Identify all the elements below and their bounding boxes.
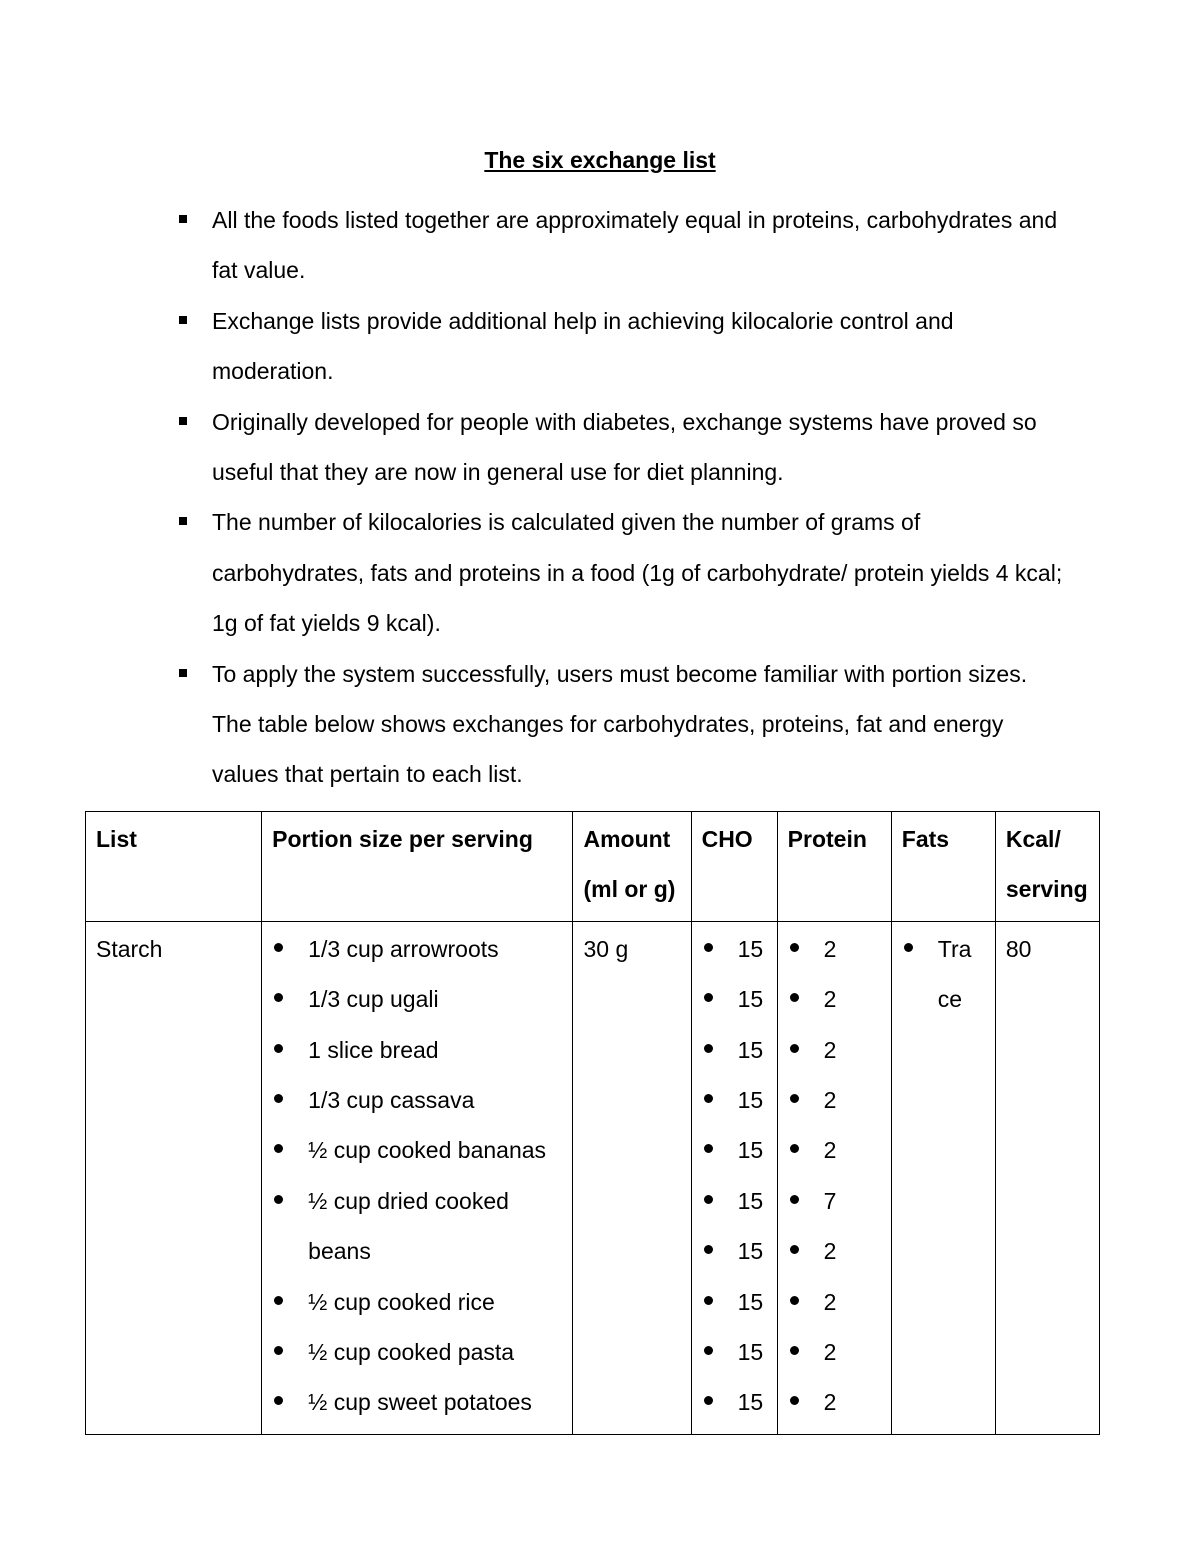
header-kcal: Kcal/ serving — [995, 812, 1099, 922]
protein-item: 2 — [788, 924, 881, 974]
exchange-table — [85, 811, 1100, 1435]
cell-fats — [891, 921, 995, 1434]
bullet-icon — [704, 993, 713, 1002]
bullet-icon — [790, 943, 799, 952]
bullet-icon — [274, 1094, 283, 1103]
portion-item: 1 slice bread — [272, 1025, 562, 1075]
bullet-text: All the foods listed together are approximately equal in proteins, carbohydrates and fat value. — [212, 207, 1058, 284]
bullet-item — [0, 296, 1072, 397]
cho-item: 15 — [702, 1176, 767, 1226]
page-title: The six exchange list — [484, 147, 716, 173]
bullet-icon — [274, 1044, 283, 1053]
square-bullet-icon — [179, 316, 187, 324]
portion-item: 1/3 cup cassava — [272, 1075, 562, 1125]
cho-item: 15 — [702, 1025, 767, 1075]
square-bullet-icon — [179, 669, 187, 677]
header-portion: Portion size per serving — [262, 812, 573, 922]
protein-item: 2 — [788, 1125, 881, 1175]
cell-portions — [262, 921, 573, 1434]
bullet-icon — [790, 1396, 799, 1405]
fats-item: Trace — [902, 924, 978, 1025]
bullet-text: The number of kilocalories is calculated given the number of grams of carbohydrates, fats and proteins in a food (1g of carbohydrate/ protein yields 4 kcal; 1g of fat yields 9 kcal). — [212, 509, 1063, 637]
bullet-icon — [274, 993, 283, 1002]
portion-list — [272, 924, 562, 1428]
bullet-icon — [274, 943, 283, 952]
bullet-icon — [274, 1195, 283, 1204]
bullet-item — [0, 397, 1072, 498]
cho-item: 15 — [702, 1277, 767, 1327]
cho-item: 15 — [702, 1125, 767, 1175]
cho-item: 15 — [702, 924, 767, 974]
bullet-text: To apply the system successfully, users must become familiar with portion sizes. The table below shows exchanges for carbohydrates, proteins, fat and energy values that pertain to each list. — [212, 660, 1028, 788]
bullet-item — [0, 649, 1072, 800]
cho-item: 15 — [702, 1075, 767, 1125]
bullet-icon — [790, 1044, 799, 1053]
bullet-item — [0, 195, 1072, 296]
cho-item: 15 — [702, 1377, 767, 1427]
bullet-icon — [704, 1296, 713, 1305]
bullet-icon — [790, 1144, 799, 1153]
bullet-icon — [274, 1144, 283, 1153]
portion-item: ½ cup cooked rice — [272, 1277, 562, 1327]
cho-item: 15 — [702, 1226, 767, 1276]
protein-item: 2 — [788, 1327, 881, 1377]
portion-item: 1/3 cup arrowroots — [272, 924, 562, 974]
square-bullet-icon — [179, 215, 187, 223]
protein-item: 7 — [788, 1176, 881, 1226]
header-amount: Amount (ml or g) — [573, 812, 691, 922]
cell-list-name: Starch — [86, 921, 262, 1434]
bullet-icon — [704, 1346, 713, 1355]
bullet-icon — [790, 1245, 799, 1254]
bullet-item — [0, 497, 1072, 648]
bullet-icon — [274, 1296, 283, 1305]
portion-item: ½ cup dried cooked beans — [272, 1176, 562, 1277]
cell-kcal: 80 — [995, 921, 1099, 1434]
header-protein: Protein — [777, 812, 891, 922]
bullet-text: Exchange lists provide additional help in achieving kilocalorie control and moderation. — [212, 307, 954, 385]
portion-item: ½ cup cooked pasta — [272, 1327, 562, 1377]
bullet-icon — [704, 1195, 713, 1204]
bullet-icon — [704, 1396, 713, 1405]
protein-item: 2 — [788, 974, 881, 1024]
portion-item: 1/3 cup ugali — [272, 974, 562, 1024]
protein-list — [788, 924, 881, 1428]
bullet-icon — [704, 943, 713, 952]
protein-item: 2 — [788, 1277, 881, 1327]
cho-list — [702, 924, 767, 1428]
bullet-icon — [790, 1296, 799, 1305]
bullet-icon — [790, 1195, 799, 1204]
portion-item: ½ cup sweet potatoes — [272, 1377, 562, 1427]
portion-item: ½ cup cooked bananas — [272, 1125, 562, 1175]
bullet-list — [0, 195, 1200, 800]
cho-item: 15 — [702, 974, 767, 1024]
cell-protein — [777, 921, 891, 1434]
bullet-icon — [790, 1094, 799, 1103]
bullet-icon — [274, 1346, 283, 1355]
table-header-row — [86, 812, 1100, 922]
cell-amount: 30 g — [573, 921, 691, 1434]
bullet-icon — [274, 1396, 283, 1405]
header-list: List — [86, 812, 262, 922]
bullet-icon — [790, 993, 799, 1002]
bullet-icon — [790, 1346, 799, 1355]
table-row — [86, 921, 1100, 1434]
bullet-text: Originally developed for people with diabetes, exchange systems have proved so useful that they are now in general use for diet planning. — [212, 408, 1037, 486]
protein-item: 2 — [788, 1075, 881, 1125]
cell-cho — [691, 921, 777, 1434]
bullet-icon — [704, 1094, 713, 1103]
bullet-icon — [904, 943, 913, 952]
protein-item: 2 — [788, 1226, 881, 1276]
square-bullet-icon — [179, 517, 187, 525]
bullet-icon — [704, 1144, 713, 1153]
protein-item: 2 — [788, 1377, 881, 1427]
bullet-icon — [704, 1245, 713, 1254]
protein-item: 2 — [788, 1025, 881, 1075]
header-fats: Fats — [891, 812, 995, 922]
bullet-icon — [704, 1044, 713, 1053]
square-bullet-icon — [179, 417, 187, 425]
header-cho: CHO — [691, 812, 777, 922]
cho-item: 15 — [702, 1327, 767, 1377]
